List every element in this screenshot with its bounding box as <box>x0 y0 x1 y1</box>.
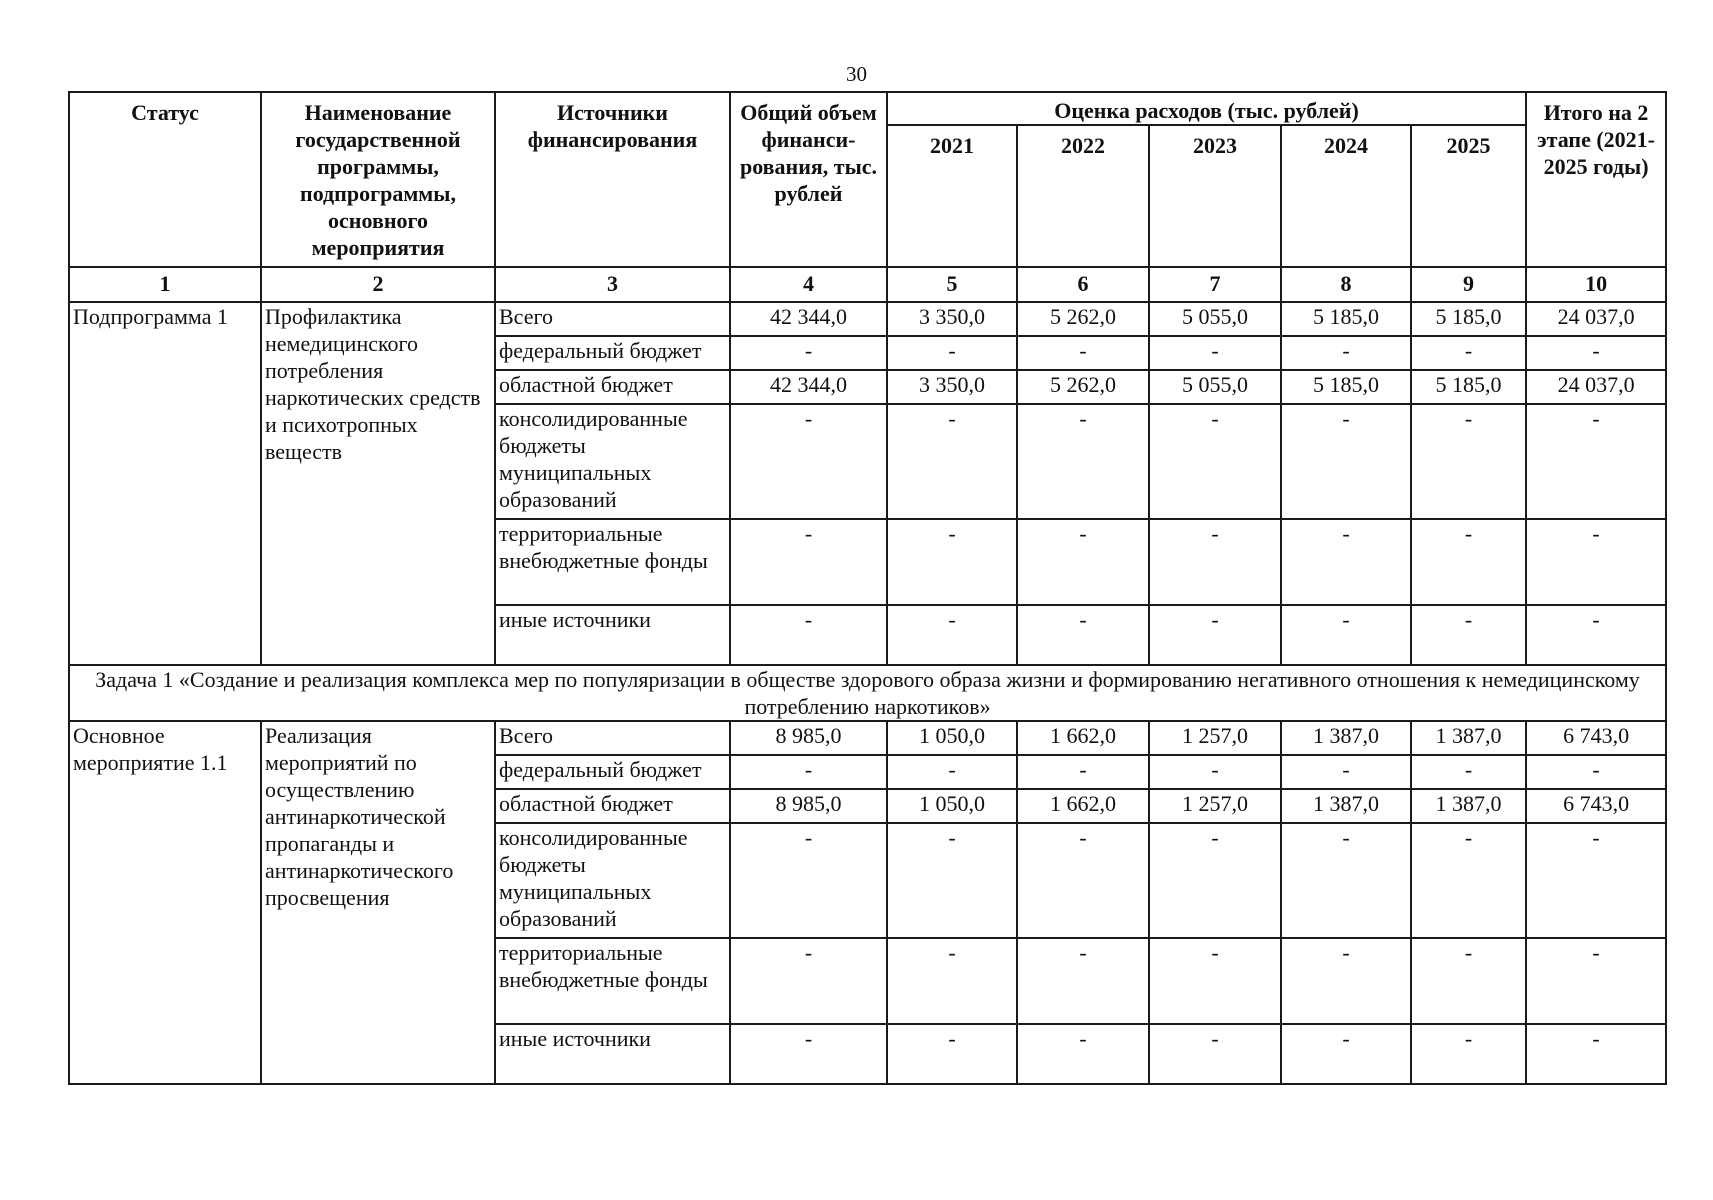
program-name-cell: Реализация мероприятий по осуществлению антинаркотической пропаганды и антинаркотического просвещения <box>261 721 495 1084</box>
year-cell: 1 387,0 <box>1411 721 1526 755</box>
source-cell: консолидированные бюджеты муниципальных образований <box>495 823 730 938</box>
page-number: 30 <box>846 62 867 86</box>
stage-total-cell: - <box>1526 605 1666 665</box>
stage-total-cell: - <box>1526 1024 1666 1084</box>
year-cell: - <box>1149 336 1281 370</box>
year-cell: - <box>1411 938 1526 1024</box>
year-cell: - <box>1411 404 1526 519</box>
year-cell: 5 055,0 <box>1149 302 1281 336</box>
source-cell: федеральный бюджет <box>495 755 730 789</box>
year-cell: 5 055,0 <box>1149 370 1281 404</box>
header-year: 2023 <box>1149 125 1281 267</box>
source-cell: иные источники <box>495 605 730 665</box>
task-cell: Задача 1 «Создание и реализация комплекса мер по популяризации в обществе здорового образа жизни и формированию негативного отношения к немедицинскому потреблению наркотиков» <box>69 665 1666 721</box>
year-cell: - <box>887 404 1017 519</box>
column-number: 1 <box>69 267 261 302</box>
year-cell: - <box>1281 1024 1411 1084</box>
financing-table <box>68 91 1667 1085</box>
year-cell: - <box>887 336 1017 370</box>
total-cell: - <box>730 404 887 519</box>
year-cell: - <box>1281 755 1411 789</box>
stage-total-cell: 24 037,0 <box>1526 370 1666 404</box>
column-number: 4 <box>730 267 887 302</box>
total-cell: - <box>730 823 887 938</box>
total-cell: 8 985,0 <box>730 721 887 755</box>
year-cell: 1 257,0 <box>1149 789 1281 823</box>
year-cell: - <box>887 938 1017 1024</box>
stage-total-cell: - <box>1526 938 1666 1024</box>
source-cell: областной бюджет <box>495 370 730 404</box>
year-cell: 1 662,0 <box>1017 789 1149 823</box>
year-cell: - <box>1017 336 1149 370</box>
column-number: 5 <box>887 267 1017 302</box>
column-number: 7 <box>1149 267 1281 302</box>
year-cell: 3 350,0 <box>887 370 1017 404</box>
year-cell: 5 185,0 <box>1281 302 1411 336</box>
stage-total-cell: - <box>1526 336 1666 370</box>
source-cell: Всего <box>495 721 730 755</box>
header-year: 2022 <box>1017 125 1149 267</box>
header-status: Статус <box>69 92 261 267</box>
total-cell: - <box>730 938 887 1024</box>
year-cell: - <box>1149 404 1281 519</box>
header-year: 2024 <box>1281 125 1411 267</box>
year-cell: - <box>1017 605 1149 665</box>
header-sources: Источники финансирования <box>495 92 730 267</box>
year-cell: - <box>887 755 1017 789</box>
total-cell: - <box>730 755 887 789</box>
total-cell: 42 344,0 <box>730 302 887 336</box>
header-year: 2021 <box>887 125 1017 267</box>
stage-total-cell: 6 743,0 <box>1526 721 1666 755</box>
header-year: 2025 <box>1411 125 1526 267</box>
source-cell: иные источники <box>495 1024 730 1084</box>
status-cell: Подпрограмма 1 <box>69 302 261 665</box>
year-cell: 1 387,0 <box>1281 721 1411 755</box>
year-cell: 5 262,0 <box>1017 370 1149 404</box>
column-number: 8 <box>1281 267 1411 302</box>
stage-total-cell: - <box>1526 755 1666 789</box>
total-cell: - <box>730 1024 887 1084</box>
year-cell: - <box>1149 823 1281 938</box>
year-cell: - <box>887 823 1017 938</box>
source-cell: Всего <box>495 302 730 336</box>
year-cell: 3 350,0 <box>887 302 1017 336</box>
year-cell: 5 185,0 <box>1281 370 1411 404</box>
year-cell: - <box>1411 519 1526 605</box>
source-cell: консолидированные бюджеты муниципальных образований <box>495 404 730 519</box>
year-cell: - <box>1017 823 1149 938</box>
year-cell: - <box>1281 938 1411 1024</box>
source-cell: территориальные внебюджетные фонды <box>495 938 730 1024</box>
total-cell: - <box>730 605 887 665</box>
year-cell: - <box>1149 1024 1281 1084</box>
total-cell: - <box>730 336 887 370</box>
year-cell: - <box>1017 1024 1149 1084</box>
total-cell: - <box>730 519 887 605</box>
year-cell: - <box>1149 605 1281 665</box>
stage-total-cell: 6 743,0 <box>1526 789 1666 823</box>
year-cell: - <box>1281 519 1411 605</box>
year-cell: - <box>1411 336 1526 370</box>
header-row <box>69 92 1666 125</box>
table-row <box>69 302 1666 336</box>
column-number: 6 <box>1017 267 1149 302</box>
source-cell: федеральный бюджет <box>495 336 730 370</box>
year-cell: - <box>887 605 1017 665</box>
column-number: 2 <box>261 267 495 302</box>
year-cell: - <box>1411 823 1526 938</box>
source-cell: областной бюджет <box>495 789 730 823</box>
column-number: 9 <box>1411 267 1526 302</box>
column-number: 10 <box>1526 267 1666 302</box>
header-program-name: Наименование государственной программы, подпрограммы, основного мероприятия <box>261 92 495 267</box>
header-stage-total: Итого на 2 этапе (2021-2025 годы) <box>1526 92 1666 267</box>
stage-total-cell: 24 037,0 <box>1526 302 1666 336</box>
year-cell: 1 050,0 <box>887 721 1017 755</box>
year-cell: - <box>1281 605 1411 665</box>
year-cell: - <box>1281 823 1411 938</box>
column-number: 3 <box>495 267 730 302</box>
year-cell: - <box>1149 519 1281 605</box>
total-cell: 42 344,0 <box>730 370 887 404</box>
year-cell: 1 257,0 <box>1149 721 1281 755</box>
year-cell: 1 387,0 <box>1411 789 1526 823</box>
year-cell: - <box>1017 938 1149 1024</box>
year-cell: 1 387,0 <box>1281 789 1411 823</box>
year-cell: - <box>1149 755 1281 789</box>
year-cell: - <box>1017 755 1149 789</box>
year-cell: - <box>887 519 1017 605</box>
year-cell: - <box>887 1024 1017 1084</box>
total-cell: 8 985,0 <box>730 789 887 823</box>
stage-total-cell: - <box>1526 404 1666 519</box>
year-cell: - <box>1281 336 1411 370</box>
year-cell: 1 662,0 <box>1017 721 1149 755</box>
column-numbers-row <box>69 267 1666 302</box>
year-cell: - <box>1017 519 1149 605</box>
source-cell: территориальные внебюджетные фонды <box>495 519 730 605</box>
year-cell: - <box>1149 938 1281 1024</box>
year-cell: - <box>1411 755 1526 789</box>
year-cell: 5 185,0 <box>1411 370 1526 404</box>
status-cell: Основное мероприятие 1.1 <box>69 721 261 1084</box>
year-cell: - <box>1281 404 1411 519</box>
year-cell: 5 185,0 <box>1411 302 1526 336</box>
stage-total-cell: - <box>1526 823 1666 938</box>
year-cell: - <box>1017 404 1149 519</box>
task-row <box>69 665 1666 721</box>
program-name-cell: Профилактика немедицинского потребления наркотических средств и психотропных веществ <box>261 302 495 665</box>
header-total-volume: Общий объем финанси-рования, тыс. рублей <box>730 92 887 267</box>
header-expense-estimate: Оценка расходов (тыс. рублей) <box>887 92 1526 125</box>
year-cell: 5 262,0 <box>1017 302 1149 336</box>
table-row <box>69 721 1666 755</box>
stage-total-cell: - <box>1526 519 1666 605</box>
year-cell: 1 050,0 <box>887 789 1017 823</box>
year-cell: - <box>1411 605 1526 665</box>
year-cell: - <box>1411 1024 1526 1084</box>
